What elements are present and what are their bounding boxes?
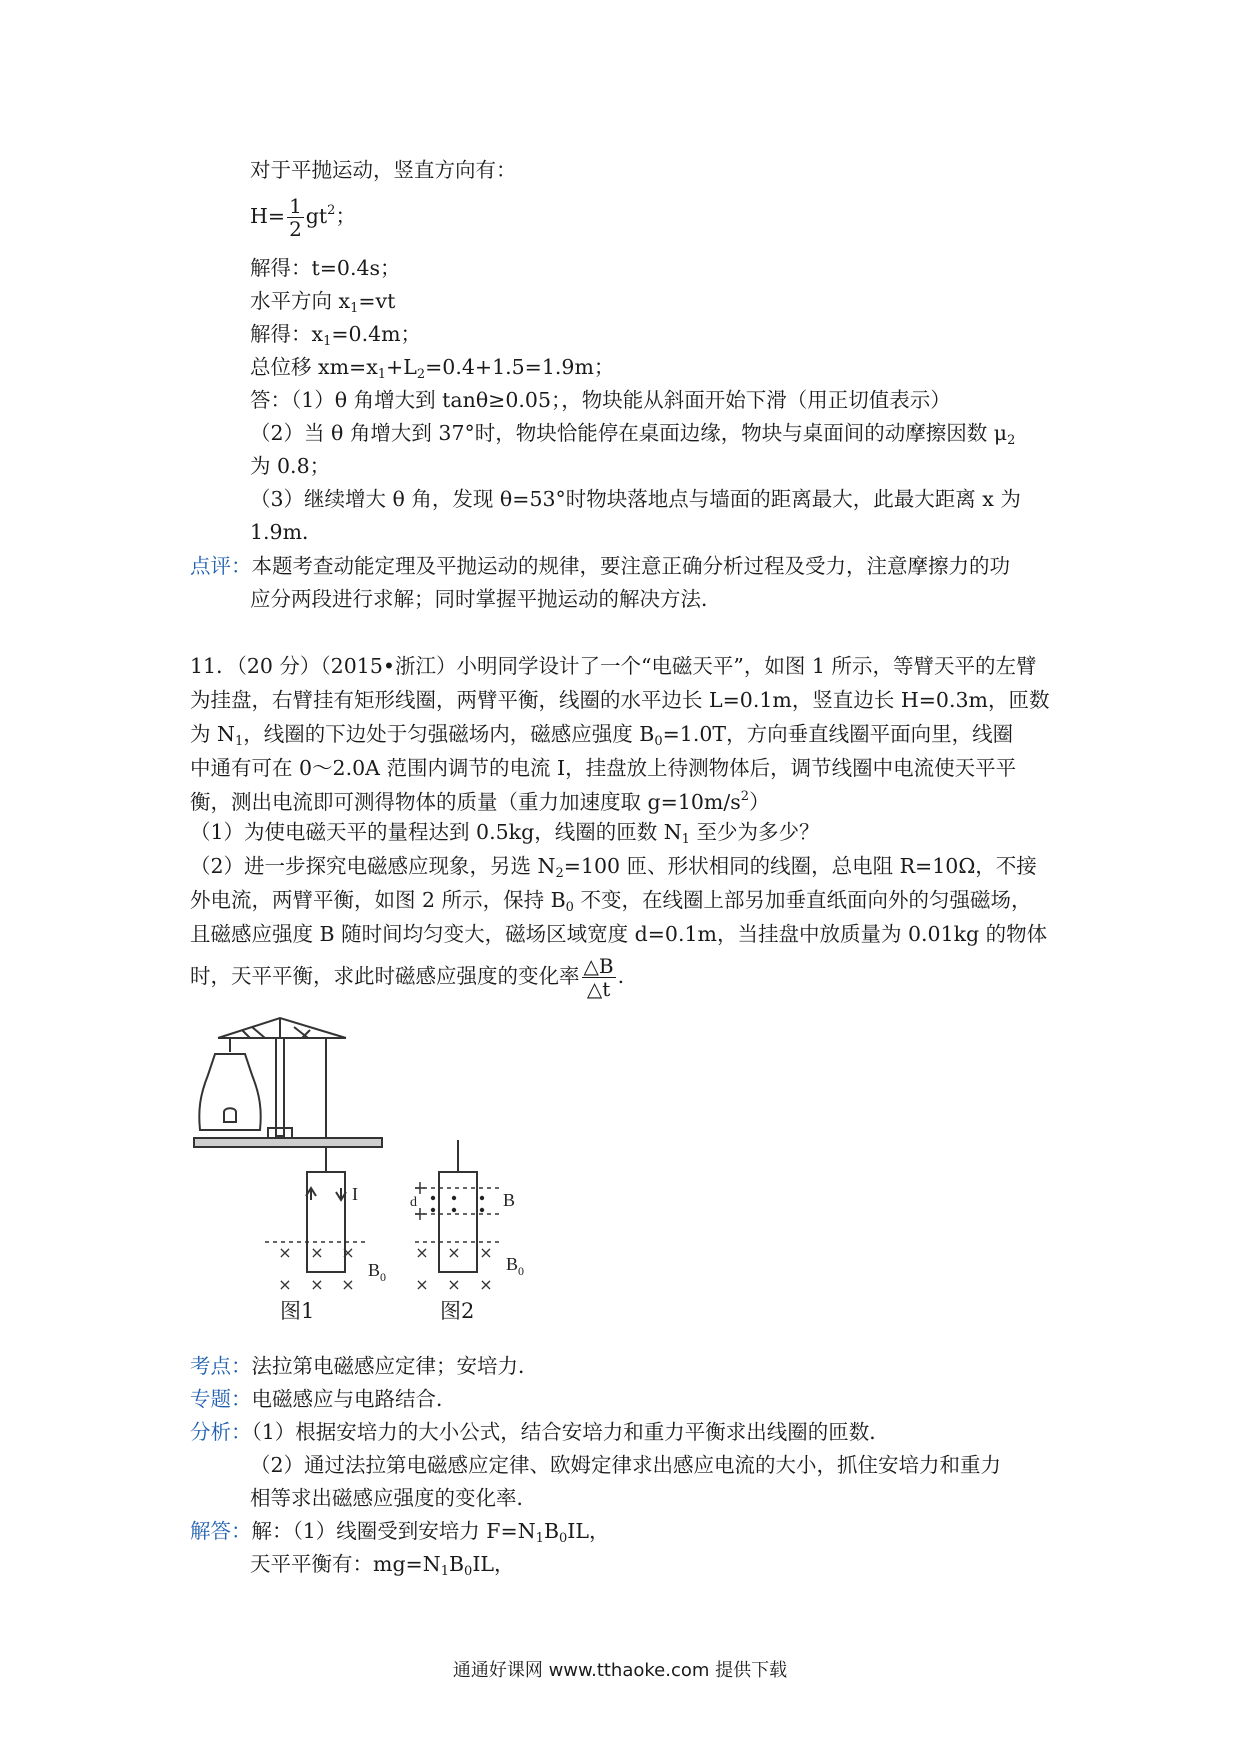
question-2-line-4: 时，天平平衡，求此时磁感应强度的变化率 $\frac{\triangle B}{\triangle t}$ . (190, 954, 625, 1001)
fenxi-line-1: 分析：（1）根据安培力的大小公式，结合安培力和重力平衡求出线圈的匝数． (190, 1420, 890, 1444)
question-2-line-1: （2）进一步探究电磁感应现象，另选 $N_2=100$ 匝、形状相同的线圈，总电阻 R=10Ω，不接 (190, 854, 1037, 881)
answer-2-cont: 为 0.8； (250, 454, 331, 478)
fenxi-line-3: 相等求出磁感应强度的变化率． (250, 1486, 537, 1510)
formula-H: H= $\frac{1}{2}$ $gt^2$； (250, 194, 356, 241)
zhuanti-label: 专题： (190, 1387, 252, 1411)
svg-text:×: × (447, 1243, 461, 1262)
problem-11-line-2: 为挂盘，右臂挂有矩形线圈，两臂平衡，线圈的水平边长 L=0.1m，竖直边长 H=0.3m，匝数 (190, 688, 1050, 712)
svg-text:×: × (310, 1275, 324, 1294)
svg-text:×: × (415, 1243, 429, 1262)
current-label: I (352, 1184, 358, 1204)
fig1-label: 图1 (280, 1299, 315, 1323)
question-1: （1）为使电磁天平的量程达到 0.5kg，线圈的匝数 $N_1$ 至少为多少？ (190, 820, 820, 847)
fenxi-label: 分析： (190, 1420, 252, 1444)
svg-text:×: × (278, 1243, 292, 1262)
problem-11-line-3: 为 $N_1$，线圈的下边处于匀强磁场内，磁感应强度 $B_0=1.0T$，方向垂直线圈平面向里，线圈 (190, 722, 1014, 749)
solve-t: 解得：t=0.4s； (250, 256, 401, 280)
jieda-line-2: 天平平衡有：$mg=N_1B_0IL$， (250, 1552, 515, 1579)
svg-text:×: × (278, 1275, 292, 1294)
problem-11-line-5: 衡，测出电流即可测得物体的质量（重力加速度取 $g=10m/s^2$） (190, 789, 770, 814)
total-displacement: 总位移 $xm=x_1+L_2=0.4+1.5=1.9m$； (250, 355, 615, 382)
balance-figure (190, 1000, 610, 1334)
kaodian-label: 考点： (190, 1354, 252, 1378)
horizontal-direction: 水平方向 $x_1=vt$ (250, 289, 396, 316)
comment-label: 点评： (190, 554, 252, 578)
svg-text:×: × (479, 1243, 493, 1262)
question-2-line-3: 且磁感应强度 B 随时间均匀变大，磁场区域宽度 d=0.1m，当挂盘中放质量为 0.01kg 的物体 (190, 922, 1048, 946)
svg-text:×: × (310, 1243, 324, 1262)
footer-credit: 通通好课网 www.tthaoke.com 提供下载 (452, 1660, 788, 1681)
fenxi-line-2: （2）通过法拉第电磁感应定律、欧姆定律求出感应电流的大小，抓住安培力和重力 (250, 1453, 1002, 1477)
b0-label-fig1: $B_0$ (368, 1260, 387, 1284)
comment-line-1: 点评：本题考查动能定理及平抛运动的规律，要注意正确分析过程及受力，注意摩擦力的功 (190, 554, 1010, 578)
b-label-fig2: B (503, 1190, 516, 1210)
answer-3: （3）继续增大 θ 角，发现 θ=53°时物块落地点与墙面的距离最大，此最大距离 x 为 (250, 487, 1021, 511)
fig2-label: 图2 (440, 1299, 475, 1323)
svg-text:×: × (341, 1275, 355, 1294)
svg-text:×: × (341, 1243, 355, 1262)
balance-diagram (190, 1000, 610, 1330)
kaodian-line: 考点：法拉第电磁感应定律；安培力． (190, 1354, 539, 1378)
jieda-label: 解答： (190, 1519, 252, 1543)
solve-x1: 解得：$x_1=0.4m$； (250, 322, 422, 349)
problem-11-line-1: 11．（20 分）（2015•浙江）小明同学设计了一个“电磁天平”，如图 1 所示，等臂天平的左臂 (190, 654, 1037, 678)
svg-text:×: × (415, 1275, 429, 1294)
question-2-line-2: 外电流，两臂平衡，如图 2 所示，保持 $B_0$ 不变，在线圈上部另加垂直纸面向外的匀强磁场， (190, 888, 1032, 915)
fraction-one-half: $\frac{1}{2}$ (289, 194, 302, 241)
problem-11-line-4: 中通有可在 0～2.0A 范围内调节的电流 I，挂盘放上待测物体后，调节线圈中电流使天平平 (190, 756, 1017, 780)
b0-label-fig2: $B_0$ (506, 1254, 525, 1278)
answer-2: （2）当 θ 角增大到 37°时，物块恰能停在桌面边缘，物块与桌面间的动摩擦因数 $\mu_2$ (250, 421, 1016, 448)
vertical-intro: 对于平抛运动，竖直方向有： (250, 158, 517, 182)
fraction-rate: $\frac{\triangle B}{\triangle t}$ (583, 954, 614, 1001)
svg-text:×: × (447, 1275, 461, 1294)
zhuanti-line: 专题：电磁感应与电路结合． (190, 1387, 457, 1411)
d-label: d (410, 1195, 417, 1210)
jieda-line-1: 解答：解：（1）线圈受到安培力 $F=N_1B_0IL$， (190, 1519, 610, 1546)
svg-text:×: × (479, 1275, 493, 1294)
answer-1: 答：（1）θ 角增大到 tanθ≥0.05；，物块能从斜面开始下滑（用正切值表示） (250, 388, 951, 412)
answer-3-cont: 1.9m． (250, 520, 323, 544)
comment-line-2: 应分两段进行求解；同时掌握平抛运动的解决方法． (250, 587, 722, 611)
